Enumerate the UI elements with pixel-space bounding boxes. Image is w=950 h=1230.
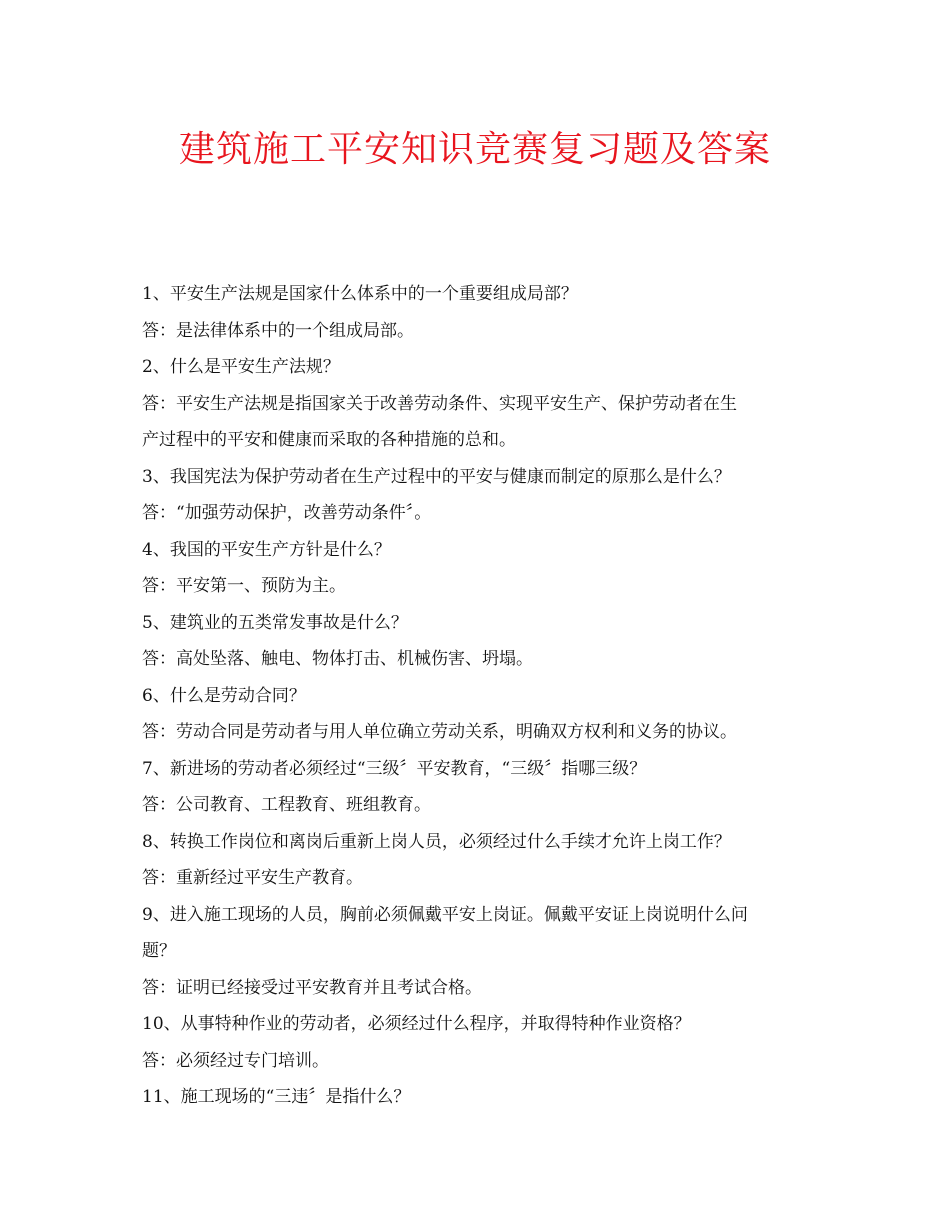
question-1: 1、平安生产法规是国家什么体系中的一个重要组成局部？ — [142, 284, 578, 304]
question-9-line-2: 题？ — [142, 941, 176, 961]
question-4: 4、我国的平安生产方针是什么？ — [142, 539, 391, 560]
document-title: 建筑施工平安知识竞赛复习题及答案 — [178, 129, 771, 170]
question-11: 11、施工现场的“三违〞是指什么？ — [142, 1087, 411, 1107]
answer-9: 答：证明已经接受过平安教育并且考试合格。 — [142, 977, 482, 998]
question-8: 8、转换工作岗位和离岗后重新上岗人员，必须经过什么手续才允许上岗工作？ — [142, 831, 731, 852]
answer-8: 答：重新经过平安生产教育。 — [142, 868, 363, 888]
answer-2-line-2: 产过程中的平安和健康而采取的各种措施的总和。 — [142, 430, 516, 450]
question-2: 2、什么是平安生产法规？ — [142, 357, 340, 377]
question-9-line-1: 9、进入施工现场的人员，胸前必须佩戴平安上岗证。佩戴平安证上岗说明什么问 — [142, 904, 748, 925]
qa-body — [142, 276, 810, 1116]
answer-3: 答：“加强劳动保护，改善劳动条件〞。 — [142, 503, 432, 523]
question-7: 7、新进场的劳动者必须经过“三级〞平安教育，“三级〞指哪三级？ — [142, 758, 647, 779]
answer-10: 答：必须经过专门培训。 — [142, 1050, 329, 1071]
answer-6: 答：劳动合同是劳动者与用人单位确立劳动关系，明确双方权利和义务的协议。 — [142, 722, 737, 742]
answer-1: 答：是法律体系中的一个组成局部。 — [142, 320, 414, 341]
question-5: 5、建筑业的五类常发事故是什么？ — [142, 612, 408, 633]
answer-2-line-1: 答：平安生产法规是指国家关于改善劳动条件、实现平安生产、保护劳动者在生 — [142, 393, 737, 414]
question-6: 6、什么是劳动合同？ — [142, 685, 306, 706]
answer-4: 答：平安第一、预防为主。 — [142, 576, 346, 596]
question-3: 3、我国宪法为保护劳动者在生产过程中的平安与健康而制定的原那么是什么？ — [142, 466, 731, 487]
answer-5: 答：高处坠落、触电、物体打击、机械伤害、坍塌。 — [142, 649, 533, 669]
question-10: 10、从事特种作业的劳动者，必须经过什么程序，并取得特种作业资格？ — [142, 1014, 691, 1034]
answer-7: 答：公司教育、工程教育、班组教育。 — [142, 795, 431, 815]
